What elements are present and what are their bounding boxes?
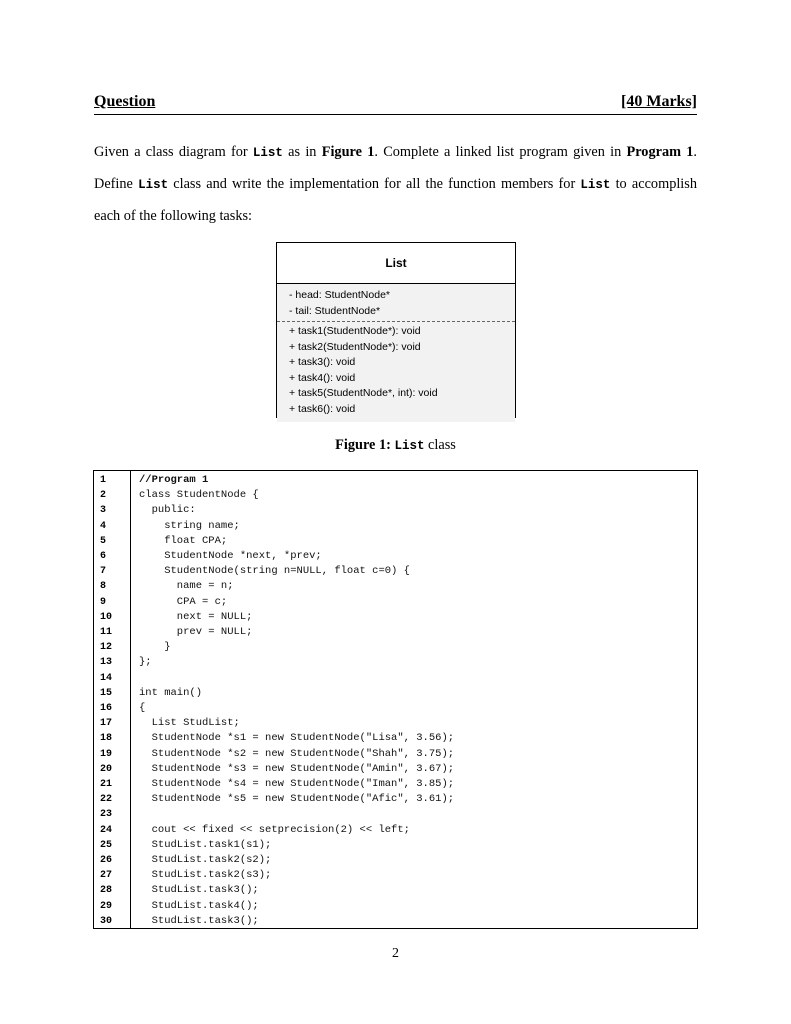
line-number: 19 bbox=[100, 748, 113, 760]
caption-text: class bbox=[424, 437, 456, 453]
intro-code: List bbox=[580, 178, 611, 192]
line-number: 25 bbox=[100, 839, 113, 851]
caption-label: Figure 1: bbox=[335, 437, 391, 453]
line-number: 21 bbox=[100, 779, 113, 790]
code-line: StudentNode *s5 = new StudentNode("Afic", 3.61); bbox=[139, 793, 455, 806]
line-number: 26 bbox=[100, 855, 113, 866]
code-line: StudentNode *s2 = new StudentNode("Shah", 3.75); bbox=[139, 747, 455, 760]
line-number: 10 bbox=[100, 611, 113, 623]
code-line: List StudList; bbox=[139, 717, 240, 730]
intro-text: to accomplish each of the following tasks: bbox=[94, 176, 697, 224]
code-line: next = NULL; bbox=[139, 610, 253, 623]
code-line: //Program 1 bbox=[139, 474, 209, 486]
code-line: StudList.task3(); bbox=[139, 884, 259, 897]
line-number: 4 bbox=[100, 520, 107, 532]
code-line: StudentNode(string n=NULL, float c=0) { bbox=[139, 565, 410, 578]
figure-caption bbox=[0, 437, 791, 454]
question-header bbox=[94, 92, 697, 115]
intro-text: as in bbox=[282, 144, 322, 160]
uml-operation: + task1(StudentNode*): void bbox=[289, 325, 421, 337]
code-line: cout << fixed << setprecision(2) << left; bbox=[139, 823, 410, 836]
uml-attribute: - tail: StudentNode* bbox=[289, 304, 381, 317]
line-number-gutter bbox=[94, 471, 131, 928]
line-number: 11 bbox=[100, 627, 113, 638]
code-line: float CPA; bbox=[139, 534, 228, 547]
code-line: StudentNode *s4 = new StudentNode("Iman", 3.85); bbox=[139, 778, 455, 790]
uml-class-name: List bbox=[277, 243, 515, 284]
uml-operation: + task5(StudentNode*, int): void bbox=[289, 387, 438, 399]
intro-text: class and write the implementation for all the function members for bbox=[168, 176, 581, 192]
code-line: StudentNode *s3 = new StudentNode("Amin", 3.67); bbox=[139, 762, 455, 775]
uml-operation: + task3(): void bbox=[289, 356, 356, 368]
line-number: 6 bbox=[100, 551, 107, 562]
line-number: 30 bbox=[100, 915, 113, 927]
uml-operation: + task6(): void bbox=[289, 402, 356, 415]
question-marks: [40 Marks] bbox=[621, 93, 697, 110]
line-number: 22 bbox=[100, 794, 113, 806]
line-number: 16 bbox=[100, 703, 113, 714]
line-number: 17 bbox=[100, 718, 113, 730]
line-number: 5 bbox=[100, 535, 107, 547]
uml-attributes bbox=[277, 284, 515, 322]
line-number: 28 bbox=[100, 885, 113, 897]
intro-text: . Define bbox=[94, 144, 697, 192]
line-number: 7 bbox=[100, 566, 107, 578]
line-number: 18 bbox=[100, 733, 113, 745]
uml-class-diagram bbox=[276, 242, 516, 418]
code-line: public: bbox=[139, 504, 196, 517]
code-line: string name; bbox=[139, 519, 240, 532]
code-line: StudList.task2(s2); bbox=[139, 854, 272, 866]
line-number: 29 bbox=[100, 900, 113, 912]
line-number: 20 bbox=[100, 763, 113, 775]
line-number: 14 bbox=[100, 672, 113, 684]
line-number: 9 bbox=[100, 596, 107, 608]
line-number: 27 bbox=[100, 870, 113, 882]
code-line: StudList.task4(); bbox=[139, 899, 259, 912]
uml-operations bbox=[277, 322, 515, 422]
uml-operation: + task4(): void bbox=[289, 371, 356, 384]
figure-reference: Figure 1 bbox=[321, 144, 375, 160]
code-line: name = n; bbox=[139, 580, 234, 593]
program-reference: Program 1 bbox=[626, 144, 694, 160]
code-line: CPA = c; bbox=[139, 595, 228, 608]
line-number: 23 bbox=[100, 809, 113, 821]
intro-text: . Complete a linked list program given in bbox=[374, 144, 627, 160]
code-line: } bbox=[139, 641, 171, 654]
line-number: 8 bbox=[100, 581, 107, 593]
line-number: 3 bbox=[100, 505, 107, 517]
code-line: StudentNode *s1 = new StudentNode("Lisa", 3.56); bbox=[139, 732, 455, 745]
caption-code: List bbox=[394, 439, 425, 453]
line-number: 24 bbox=[100, 824, 113, 836]
uml-operation: + task2(StudentNode*): void bbox=[289, 340, 421, 353]
intro-text: Given a class diagram for bbox=[94, 144, 253, 160]
uml-attribute: - head: StudentNode* bbox=[289, 289, 390, 301]
line-number: 1 bbox=[100, 475, 107, 486]
code-line: class StudentNode { bbox=[139, 489, 259, 502]
code-line: StudList.task1(s1); bbox=[139, 838, 272, 851]
code-line: prev = NULL; bbox=[139, 626, 253, 638]
line-number: 2 bbox=[100, 490, 107, 502]
question-intro bbox=[94, 137, 697, 232]
code-line: { bbox=[139, 702, 146, 714]
intro-code: List bbox=[138, 178, 169, 192]
code-line: StudList.task3(); bbox=[139, 914, 259, 927]
intro-code: List bbox=[252, 146, 283, 160]
line-number: 13 bbox=[100, 657, 113, 669]
line-number: 12 bbox=[100, 642, 113, 654]
code-line: }; bbox=[139, 656, 152, 669]
code-line: StudentNode *next, *prev; bbox=[139, 550, 322, 562]
line-number: 15 bbox=[100, 687, 113, 699]
code-line: StudList.task2(s3); bbox=[139, 869, 272, 882]
code-line: int main() bbox=[139, 686, 203, 699]
page-number: 2 bbox=[392, 946, 399, 961]
code-listing bbox=[93, 470, 698, 929]
question-title: Question bbox=[94, 93, 156, 110]
